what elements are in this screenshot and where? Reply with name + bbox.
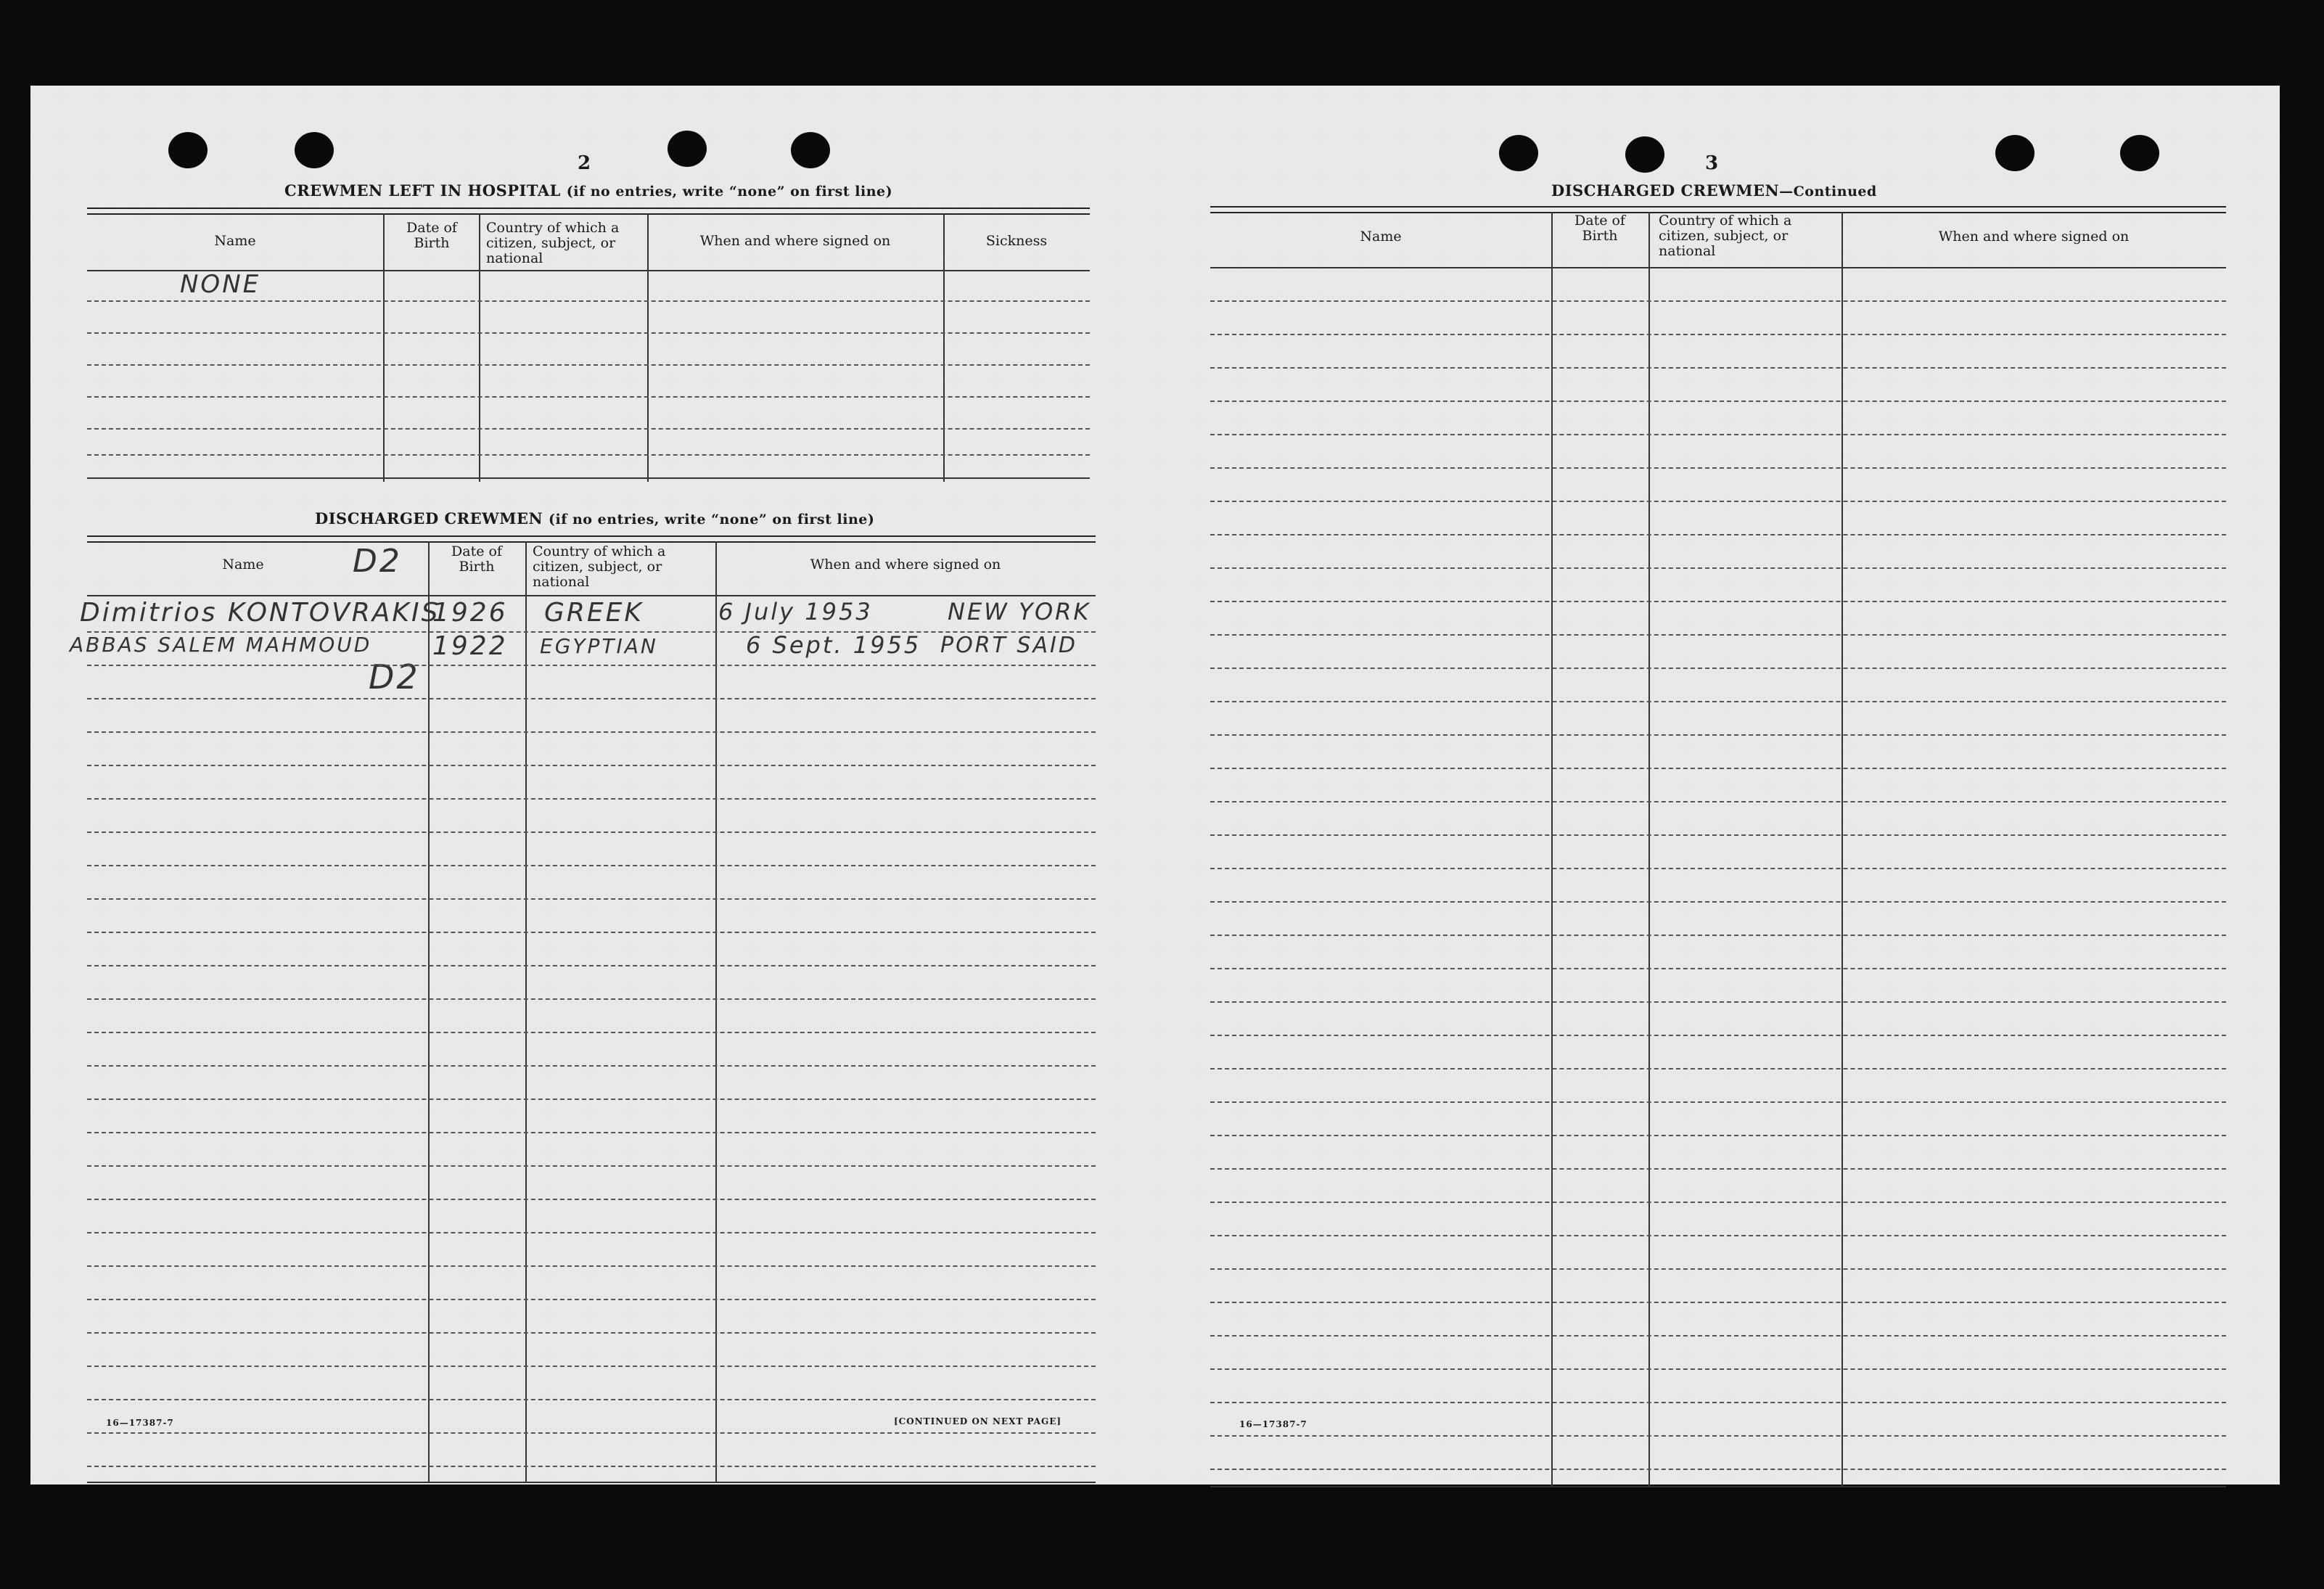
crew-row-1-name: Dimitrios KONTOVRAKIS: [80, 598, 440, 628]
row-line: [1210, 1135, 2226, 1136]
column-header-name: Name: [222, 557, 264, 572]
row-line: [1210, 1402, 2226, 1403]
continued-suffix: —Continued: [1779, 184, 1877, 200]
crew-row-1-country: GREEK: [544, 598, 644, 628]
column-header-country: Country of which a citizen, subject, or national: [1659, 213, 1792, 259]
row-line: [1210, 367, 2226, 369]
row-line: [87, 1099, 1096, 1100]
discharged-table-left: [70, 535, 1096, 1486]
discharged-table-right: [1210, 206, 2226, 1490]
discharged-continued-title-text: DISCHARGED CREWMEN: [1551, 181, 1780, 200]
page-number-left: 2: [578, 152, 591, 174]
row-line: [1210, 334, 2226, 335]
handwritten-mark-d2-bottom: D2: [369, 657, 420, 697]
discharged-section-title: [315, 509, 874, 527]
binder-hole: [1499, 135, 1538, 171]
row-line: [1210, 1335, 2226, 1337]
row-line: [87, 1432, 1096, 1434]
column-divider: [715, 541, 717, 1482]
binder-hole: [168, 132, 208, 168]
column-header-birth: Date of Birth: [406, 220, 457, 251]
column-divider: [1551, 212, 1553, 1486]
row-line: [1210, 868, 2226, 869]
column-header-country: Country of which a citizen, subject, or national: [486, 220, 620, 266]
discharged-continued-title: [1551, 181, 1877, 200]
hospital-title-note: (if no entries, write “none” on first line): [566, 184, 893, 200]
crew-row-1-place: NEW YORK: [948, 598, 1091, 625]
row-line: [87, 1265, 1096, 1267]
row-line: [87, 765, 1096, 766]
row-line: [1210, 1168, 2226, 1170]
binder-hole: [2120, 135, 2159, 171]
row-line: [1210, 1469, 2226, 1470]
row-line: [87, 965, 1096, 966]
row-line: [1210, 434, 2226, 435]
crew-row-2-place: PORT SAID: [940, 633, 1077, 658]
binder-hole: [791, 132, 830, 168]
column-divider: [479, 213, 480, 482]
column-header-signed-on: When and where signed on: [1938, 229, 2130, 245]
row-line: [87, 396, 1090, 398]
row-line: [1210, 1035, 2226, 1036]
row-line: [1210, 634, 2226, 636]
row-line: [87, 364, 1090, 366]
column-header-signed-on: When and where signed on: [810, 557, 1001, 572]
row-line: [87, 454, 1090, 456]
crew-row-1-birth: 1926: [432, 598, 508, 628]
table-bottom-rule: [87, 1482, 1096, 1483]
discharged-title-note: (if no entries, write “none” on first line): [548, 512, 875, 527]
binder-hole: [1995, 135, 2034, 171]
row-line: [1210, 968, 2226, 969]
row-line: [87, 665, 1096, 666]
row-line: [1210, 1202, 2226, 1203]
hospital-section-title: [284, 181, 892, 200]
table-top-rule: [87, 535, 1096, 543]
crew-row-2-name: ABBAS SALEM MAHMOUD: [70, 633, 372, 657]
row-line: [1210, 834, 2226, 836]
hospital-title-text: CREWMEN LEFT IN HOSPITAL: [284, 181, 561, 200]
column-header-name: Name: [1360, 229, 1402, 245]
column-header-sickness: Sickness: [985, 233, 1048, 249]
handwritten-mark-d2-top: D2: [353, 543, 402, 580]
row-line: [87, 1065, 1096, 1067]
row-line: [1210, 701, 2226, 702]
row-line: [87, 1232, 1096, 1233]
column-divider: [383, 213, 385, 482]
row-line: [87, 1366, 1096, 1367]
column-divider: [525, 541, 527, 1482]
row-line: [1210, 1235, 2226, 1236]
binder-hole: [1625, 136, 1664, 173]
crew-row-1-date: 6 July 1953: [718, 598, 873, 625]
row-line: [1210, 935, 2226, 936]
discharged-title-text: DISCHARGED CREWMEN: [315, 509, 543, 527]
hospital-table: [87, 208, 1090, 483]
row-line: [1210, 1001, 2226, 1003]
column-header-signed-on: When and where signed on: [699, 233, 891, 249]
row-line: [1210, 901, 2226, 903]
row-line: [87, 1132, 1096, 1133]
row-line: [1210, 734, 2226, 736]
row-line: [87, 798, 1096, 800]
row-line: [1210, 801, 2226, 802]
row-line: [1210, 300, 2226, 302]
row-line: [87, 731, 1096, 733]
row-line: [87, 1399, 1096, 1400]
row-line: [87, 1332, 1096, 1334]
row-line: [87, 1466, 1096, 1467]
column-header-birth: Date of Birth: [451, 543, 502, 575]
row-line: [1210, 1302, 2226, 1303]
row-line: [1210, 1435, 2226, 1437]
column-divider: [1648, 212, 1650, 1486]
header-rule: [1210, 267, 2226, 268]
row-line: [1210, 668, 2226, 669]
row-line: [87, 631, 1096, 633]
row-line: [1210, 1368, 2226, 1370]
row-line: [1210, 1101, 2226, 1103]
row-line: [87, 1165, 1096, 1167]
row-line: [87, 1299, 1096, 1300]
header-rule: [87, 595, 1096, 596]
form-code-left: 16—17387-7: [106, 1418, 174, 1428]
continued-note: [CONTINUED ON NEXT PAGE]: [894, 1416, 1062, 1426]
column-header-birth: Date of Birth: [1574, 213, 1625, 244]
crew-row-2-date: 6 Sept. 1955: [746, 631, 921, 659]
row-line: [87, 1032, 1096, 1033]
crew-row-2-birth: 1922: [432, 631, 508, 661]
row-line: [87, 932, 1096, 933]
row-line: [1210, 601, 2226, 602]
binder-hole: [295, 132, 334, 168]
row-line: [1210, 1068, 2226, 1069]
form-code-right: 16—17387-7: [1239, 1419, 1307, 1429]
row-line: [87, 998, 1096, 1000]
row-line: [1210, 567, 2226, 569]
row-line: [87, 832, 1096, 833]
row-line: [1210, 1268, 2226, 1270]
row-line: [87, 300, 1090, 302]
row-line: [87, 1199, 1096, 1200]
row-line: [87, 898, 1096, 900]
column-header-country: Country of which a citizen, subject, or national: [533, 543, 666, 590]
row-line: [1210, 501, 2226, 502]
table-top-rule: [87, 208, 1090, 215]
row-line: [1210, 401, 2226, 402]
form-sheet: [30, 86, 2280, 1485]
column-header-name: Name: [214, 233, 256, 249]
row-line: [87, 332, 1090, 334]
hospital-entry-none: NONE: [180, 270, 261, 299]
crew-row-2-country: EGYPTIAN: [540, 634, 658, 658]
row-line: [87, 428, 1090, 430]
row-line: [1210, 467, 2226, 469]
row-line: [87, 865, 1096, 866]
page-number-right: 3: [1705, 152, 1719, 174]
column-divider: [943, 213, 945, 482]
row-line: [87, 698, 1096, 699]
row-line: [1210, 768, 2226, 769]
column-divider: [1841, 212, 1843, 1486]
column-divider: [428, 541, 430, 1482]
table-bottom-rule: [1210, 1486, 2226, 1487]
row-line: [1210, 534, 2226, 535]
table-bottom-rule: [87, 477, 1090, 479]
binder-hole: [668, 131, 707, 167]
